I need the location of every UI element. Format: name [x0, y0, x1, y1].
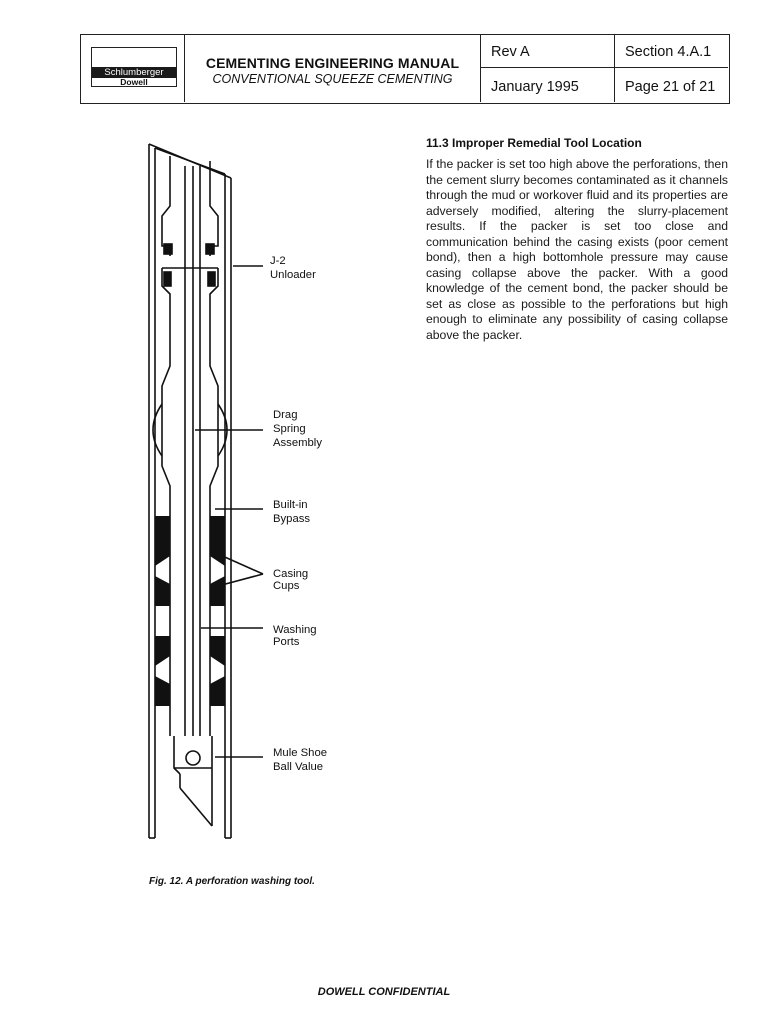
label-j2: J-2	[270, 255, 286, 267]
label-bypass: Bypass	[273, 513, 311, 525]
logo-schlumberger: Schlumberger	[92, 67, 176, 78]
title-cell	[185, 35, 481, 102]
logo-cell	[81, 35, 185, 102]
label-cups: Cups	[273, 580, 300, 592]
figure-caption: Fig. 12. A perforation washing tool.	[149, 876, 315, 887]
label-built-in: Built-in	[273, 499, 308, 511]
section-body: If the packer is set too high above the perforations, then the cement slurry becomes contaminated as it channels through the mud or workover fluid and its properties are adversely modified, altering the slurry-placement results. If the packer is set too close and communication behind the casing exists (poor cement bond), then a high bottomhole pressure may cause casing collapse above the packer. With a good knowledge of the cement bond, the packer should be set as close as possible to the perforations but high enough to eliminate any possibility of casing collapse above the packer.	[426, 157, 728, 342]
manual-title: CEMENTING ENGINEERING MANUAL	[205, 55, 460, 71]
page-header	[80, 34, 730, 104]
confidential-footer: DOWELL CONFIDENTIAL	[317, 986, 451, 998]
label-washing: Washing	[273, 624, 317, 636]
label-unloader: Unloader	[270, 269, 316, 281]
label-drag: Drag	[273, 409, 298, 421]
company-logo	[91, 47, 177, 87]
label-ball-value: Ball Value	[273, 761, 324, 773]
page-number: Page 21 of 21	[625, 79, 716, 95]
washing-tool-figure	[140, 136, 380, 856]
label-spring: Spring	[273, 423, 306, 435]
section-heading: 11.3 Improper Remedial Tool Location	[426, 136, 642, 150]
revision-date: January 1995	[491, 79, 579, 95]
revision: Rev A	[491, 44, 530, 60]
revision-cell	[481, 35, 615, 102]
label-ports: Ports	[273, 636, 300, 648]
logo-dowell: Dowell	[120, 77, 148, 87]
section-number: Section 4.A.1	[625, 44, 712, 60]
section-cell	[615, 35, 728, 102]
label-assembly: Assembly	[273, 437, 322, 449]
washing-tool-diagram	[140, 136, 380, 856]
manual-subtitle: CONVENTIONAL SQUEEZE CEMENTING	[212, 72, 453, 86]
label-casing: Casing	[273, 568, 309, 580]
label-mule-shoe: Mule Shoe	[273, 747, 328, 759]
